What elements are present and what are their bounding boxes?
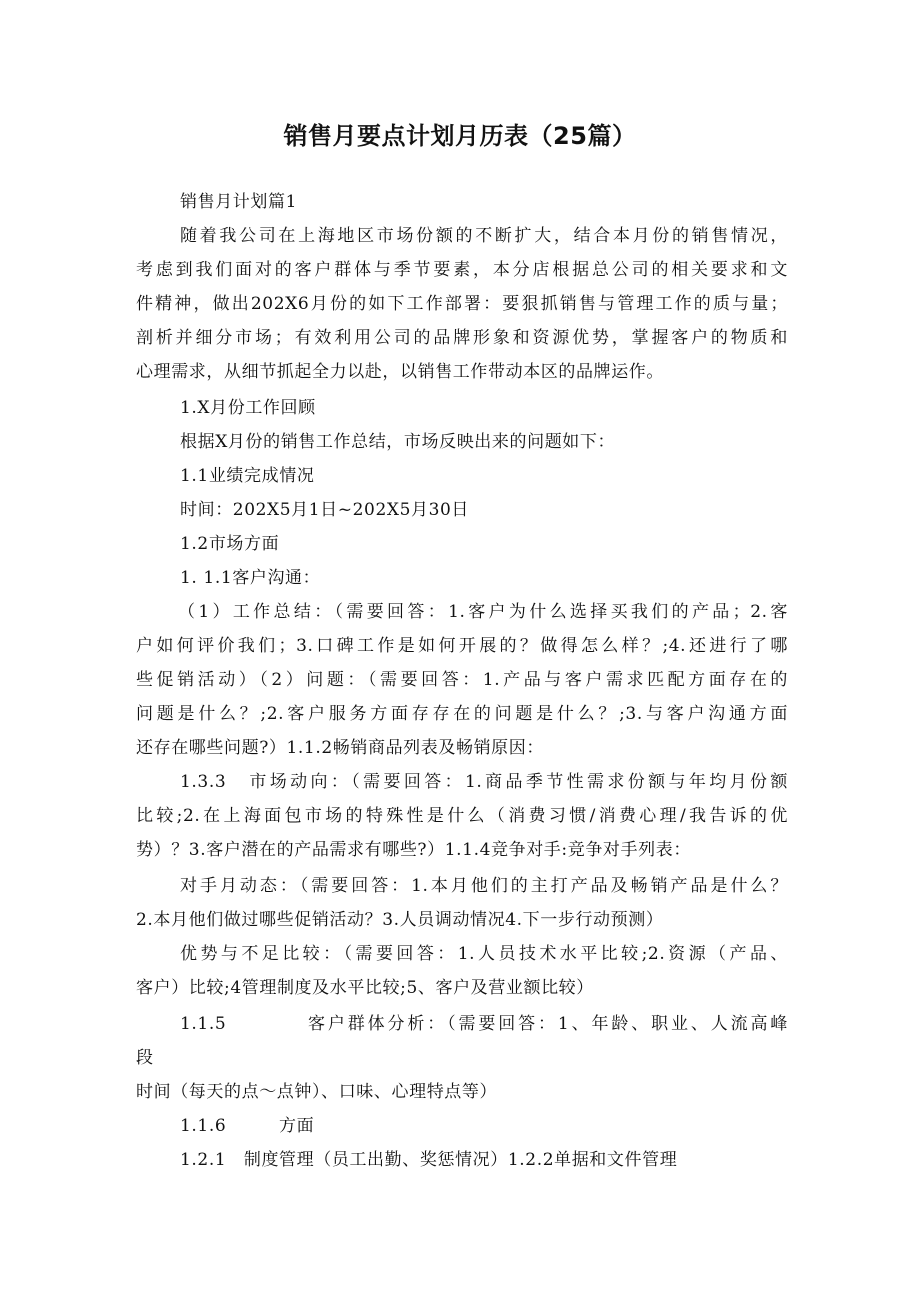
section-heading: 1. 1.1客户沟通：: [180, 568, 321, 588]
paragraph-line: 优势与不足比较：（需要回答：1.人员技术水平比较;2.资源（产品、: [180, 944, 788, 964]
paragraph-line: 根据X月份的销售工作总结，市场反映出来的问题如下：: [180, 432, 616, 452]
paragraph-line: 问题是什么？;2.客户服务方面存存在的问题是什么？;3.与客户沟通方面: [136, 704, 788, 724]
paragraph-line: 还存在哪些问题?）1.1.2畅销商品列表及畅销原因：: [136, 738, 544, 758]
paragraph-line: 心理需求，从细节抓起全力以赴，以销售工作带动本区的品牌运作。: [136, 362, 664, 382]
section-heading: 1.2市场方面: [180, 534, 280, 554]
paragraph-line: 户如何评价我们；3.口碑工作是如何开展的？做得怎么样？;4.还进行了哪: [136, 636, 788, 656]
paragraph-line: 比较;2.在上海面包市场的特殊性是什么（消费习惯/消费心理/我告诉的优: [136, 806, 788, 826]
document-title: 销售月要点计划月历表（25篇）: [283, 122, 637, 150]
section-heading: 1.X月份工作回顾: [180, 398, 316, 418]
section-heading: 销售月计划篇1: [180, 192, 298, 212]
section-heading: 1.1.6 方面: [180, 1116, 315, 1136]
paragraph-line: 2.本月他们做过哪些促销活动？3.人员调动情况4.下一步行动预测）: [136, 910, 664, 930]
paragraph-line: 对手月动态：（需要回答：1.本月他们的主打产品及畅销产品是什么？: [180, 876, 788, 896]
paragraph-line: 段: [136, 1048, 154, 1068]
section-heading: 1.2.1 制度管理（员工出勤、奖惩情况）1.2.2单据和文件管理: [180, 1150, 678, 1170]
paragraph-line: 时间：202X5月1日~202X5月30日: [180, 500, 470, 520]
paragraph-line: 剖析并细分市场；有效利用公司的品牌形象和资源优势，掌握客户的物质和: [136, 328, 788, 348]
paragraph-line: 些促销活动）（2）问题：（需要回答：1.产品与客户需求匹配方面存在的: [136, 670, 788, 690]
paragraph-line: 考虑到我们面对的客户群体与季节要素，本分店根据总公司的相关要求和文: [136, 260, 788, 280]
paragraph-line: 随着我公司在上海地区市场份额的不断扩大，结合本月份的销售情况，: [180, 226, 788, 246]
paragraph-line: 势）？3.客户潜在的产品需求有哪些?）1.1.4竞争对手:竞争对手列表：: [136, 840, 691, 860]
section-heading: 1.1业绩完成情况: [180, 466, 315, 486]
paragraph-line: 1.1.5 客户群体分析：（需要回答：1、年龄、职业、人流高峰: [180, 1014, 788, 1034]
paragraph-line: 客户）比较;4管理制度及水平比较;5、客户及营业额比较）: [136, 978, 594, 998]
paragraph-line: （1）工作总结：（需要回答：1.客户为什么选择买我们的产品；2.客: [178, 602, 788, 622]
paragraph-line: 时间（每天的点～点钟）、口味、心理特点等）: [136, 1082, 498, 1102]
paragraph-line: 件精神，做出202X6月份的如下工作部署：要狠抓销售与管理工作的质与量；: [136, 294, 788, 314]
paragraph-line: 1.3.3 市场动向：（需要回答：1.商品季节性需求份额与年均月份额: [180, 772, 788, 792]
